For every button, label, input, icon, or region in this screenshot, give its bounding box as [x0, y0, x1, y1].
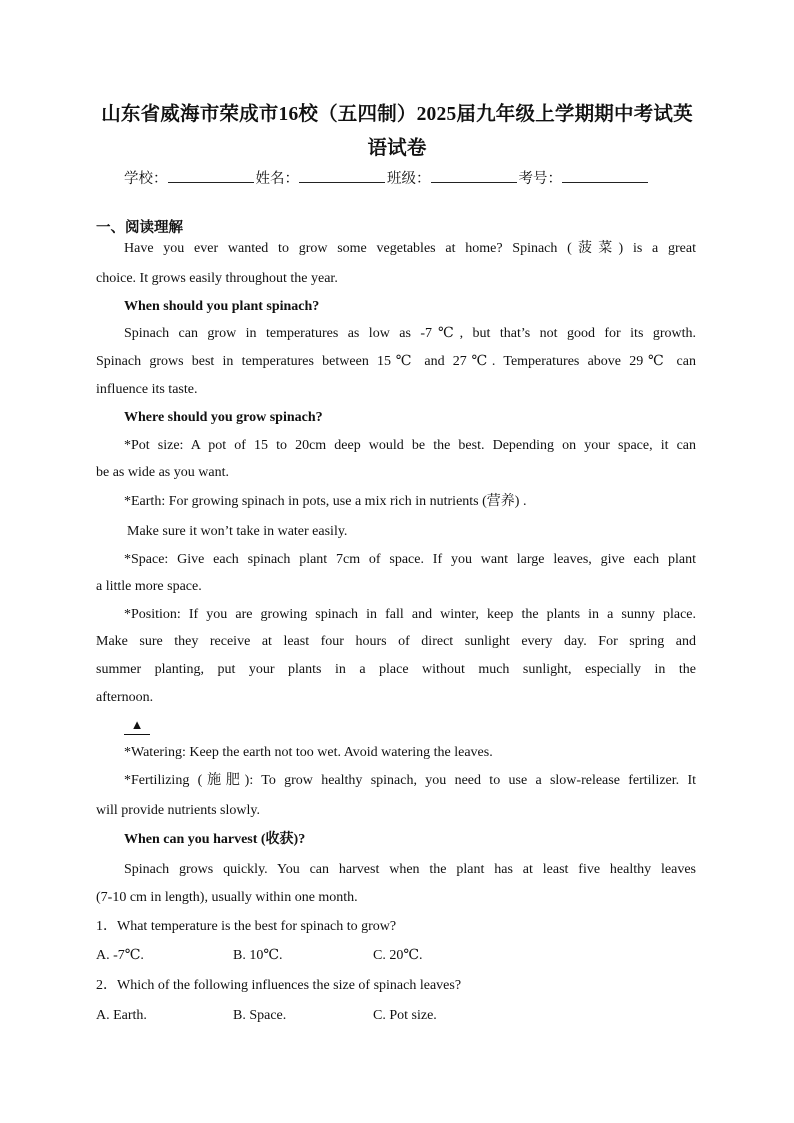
title-line-1: 山东省威海市荣成市16校（五四制）2025届九年级上学期期中考试英	[101, 104, 693, 125]
passage-fertilizing-line-2: will provide nutrients slowly.	[96, 803, 260, 818]
passage-temp-line-2: Spinach grows best in temperatures between 15℃ and 27℃. Temperatures above 29℃ can	[96, 354, 696, 369]
subheading-when-plant: When should you plant spinach?	[124, 299, 320, 314]
class-label: 班级：	[387, 171, 431, 187]
passage-fertilizing-line-1: *Fertilizing (施肥): To grow healthy spinach, you need to use a slow-release fertilizer. It	[124, 773, 696, 788]
passage-temp-line-1: Spinach can grow in temperatures as low as -7℃, but that’s not good for its growth.	[124, 326, 696, 341]
passage-space-line-2: a little more space.	[96, 579, 202, 594]
number-blank[interactable]	[562, 168, 648, 183]
subheading-harvest: When can you harvest (收获)?	[124, 832, 306, 847]
passage-watering-line: *Watering: Keep the earth not too wet. Avoid watering the leaves.	[124, 745, 493, 760]
question-2-option-c[interactable]: C. Pot size.	[373, 1008, 437, 1023]
question-1-option-a[interactable]: A. -7℃.	[96, 948, 144, 963]
question-1-option-c[interactable]: C. 20℃.	[373, 948, 423, 963]
question-2-stem: 2．Which of the following influences the size of spinach leaves?	[96, 978, 462, 993]
question-1-stem: 1．What temperature is the best for spinach to grow?	[96, 919, 397, 934]
passage-harvest-line-2: (7-10 cm in length), usually within one month.	[96, 890, 358, 905]
answer-blank-triangle[interactable]: ▲	[124, 716, 150, 735]
school-blank[interactable]	[168, 168, 254, 183]
question-1-option-b[interactable]: B. 10℃.	[233, 948, 283, 963]
page-title	[96, 98, 698, 166]
name-label: 姓名：	[255, 171, 299, 187]
class-blank[interactable]	[431, 168, 517, 183]
passage-pot-line-2: be as wide as you want.	[96, 465, 229, 480]
title-line-2: 语试卷	[367, 138, 427, 159]
section-heading: 一、阅读理解	[96, 220, 183, 236]
passage-temp-line-3: influence its taste.	[96, 382, 198, 397]
passage-position-line-3: summer planting, put your plants in a place without much sunlight, especially in the	[96, 662, 696, 677]
passage-intro-line-1: Have you ever wanted to grow some vegetables at home? Spinach (菠菜) is a great	[124, 241, 696, 256]
passage-intro-line-2: choice. It grows easily throughout the year.	[96, 271, 338, 286]
passage-position-line-1: *Position: If you are growing spinach in fall and winter, keep the plants in a sunny place.	[124, 607, 696, 622]
passage-position-line-4: afternoon.	[96, 690, 154, 705]
passage-position-line-2: Make sure they receive at least four hours of direct sunlight every day. For spring and	[96, 634, 696, 649]
question-2-option-b[interactable]: B. Space.	[233, 1008, 287, 1023]
passage-pot-line-1: *Pot size: A pot of 15 to 20cm deep would be the best. Depending on your space, it can	[124, 438, 696, 453]
passage-earth-line-1: *Earth: For growing spinach in pots, use a mix rich in nutrients (营养) .	[124, 494, 527, 509]
number-label: 考号：	[518, 171, 562, 187]
question-2-option-a[interactable]: A. Earth.	[96, 1008, 147, 1023]
passage-space-line-1: *Space: Give each spinach plant 7cm of space. If you want large leaves, give each plant	[124, 552, 696, 567]
passage-harvest-line-1: Spinach grows quickly. You can harvest when the plant has at least five healthy leaves	[124, 862, 696, 877]
passage-earth-line-2: Make sure it won’t take in water easily.	[127, 524, 348, 539]
name-blank[interactable]	[299, 168, 385, 183]
student-info-row	[124, 168, 684, 190]
school-label: 学校：	[124, 171, 168, 187]
subheading-where-grow: Where should you grow spinach?	[124, 410, 323, 425]
